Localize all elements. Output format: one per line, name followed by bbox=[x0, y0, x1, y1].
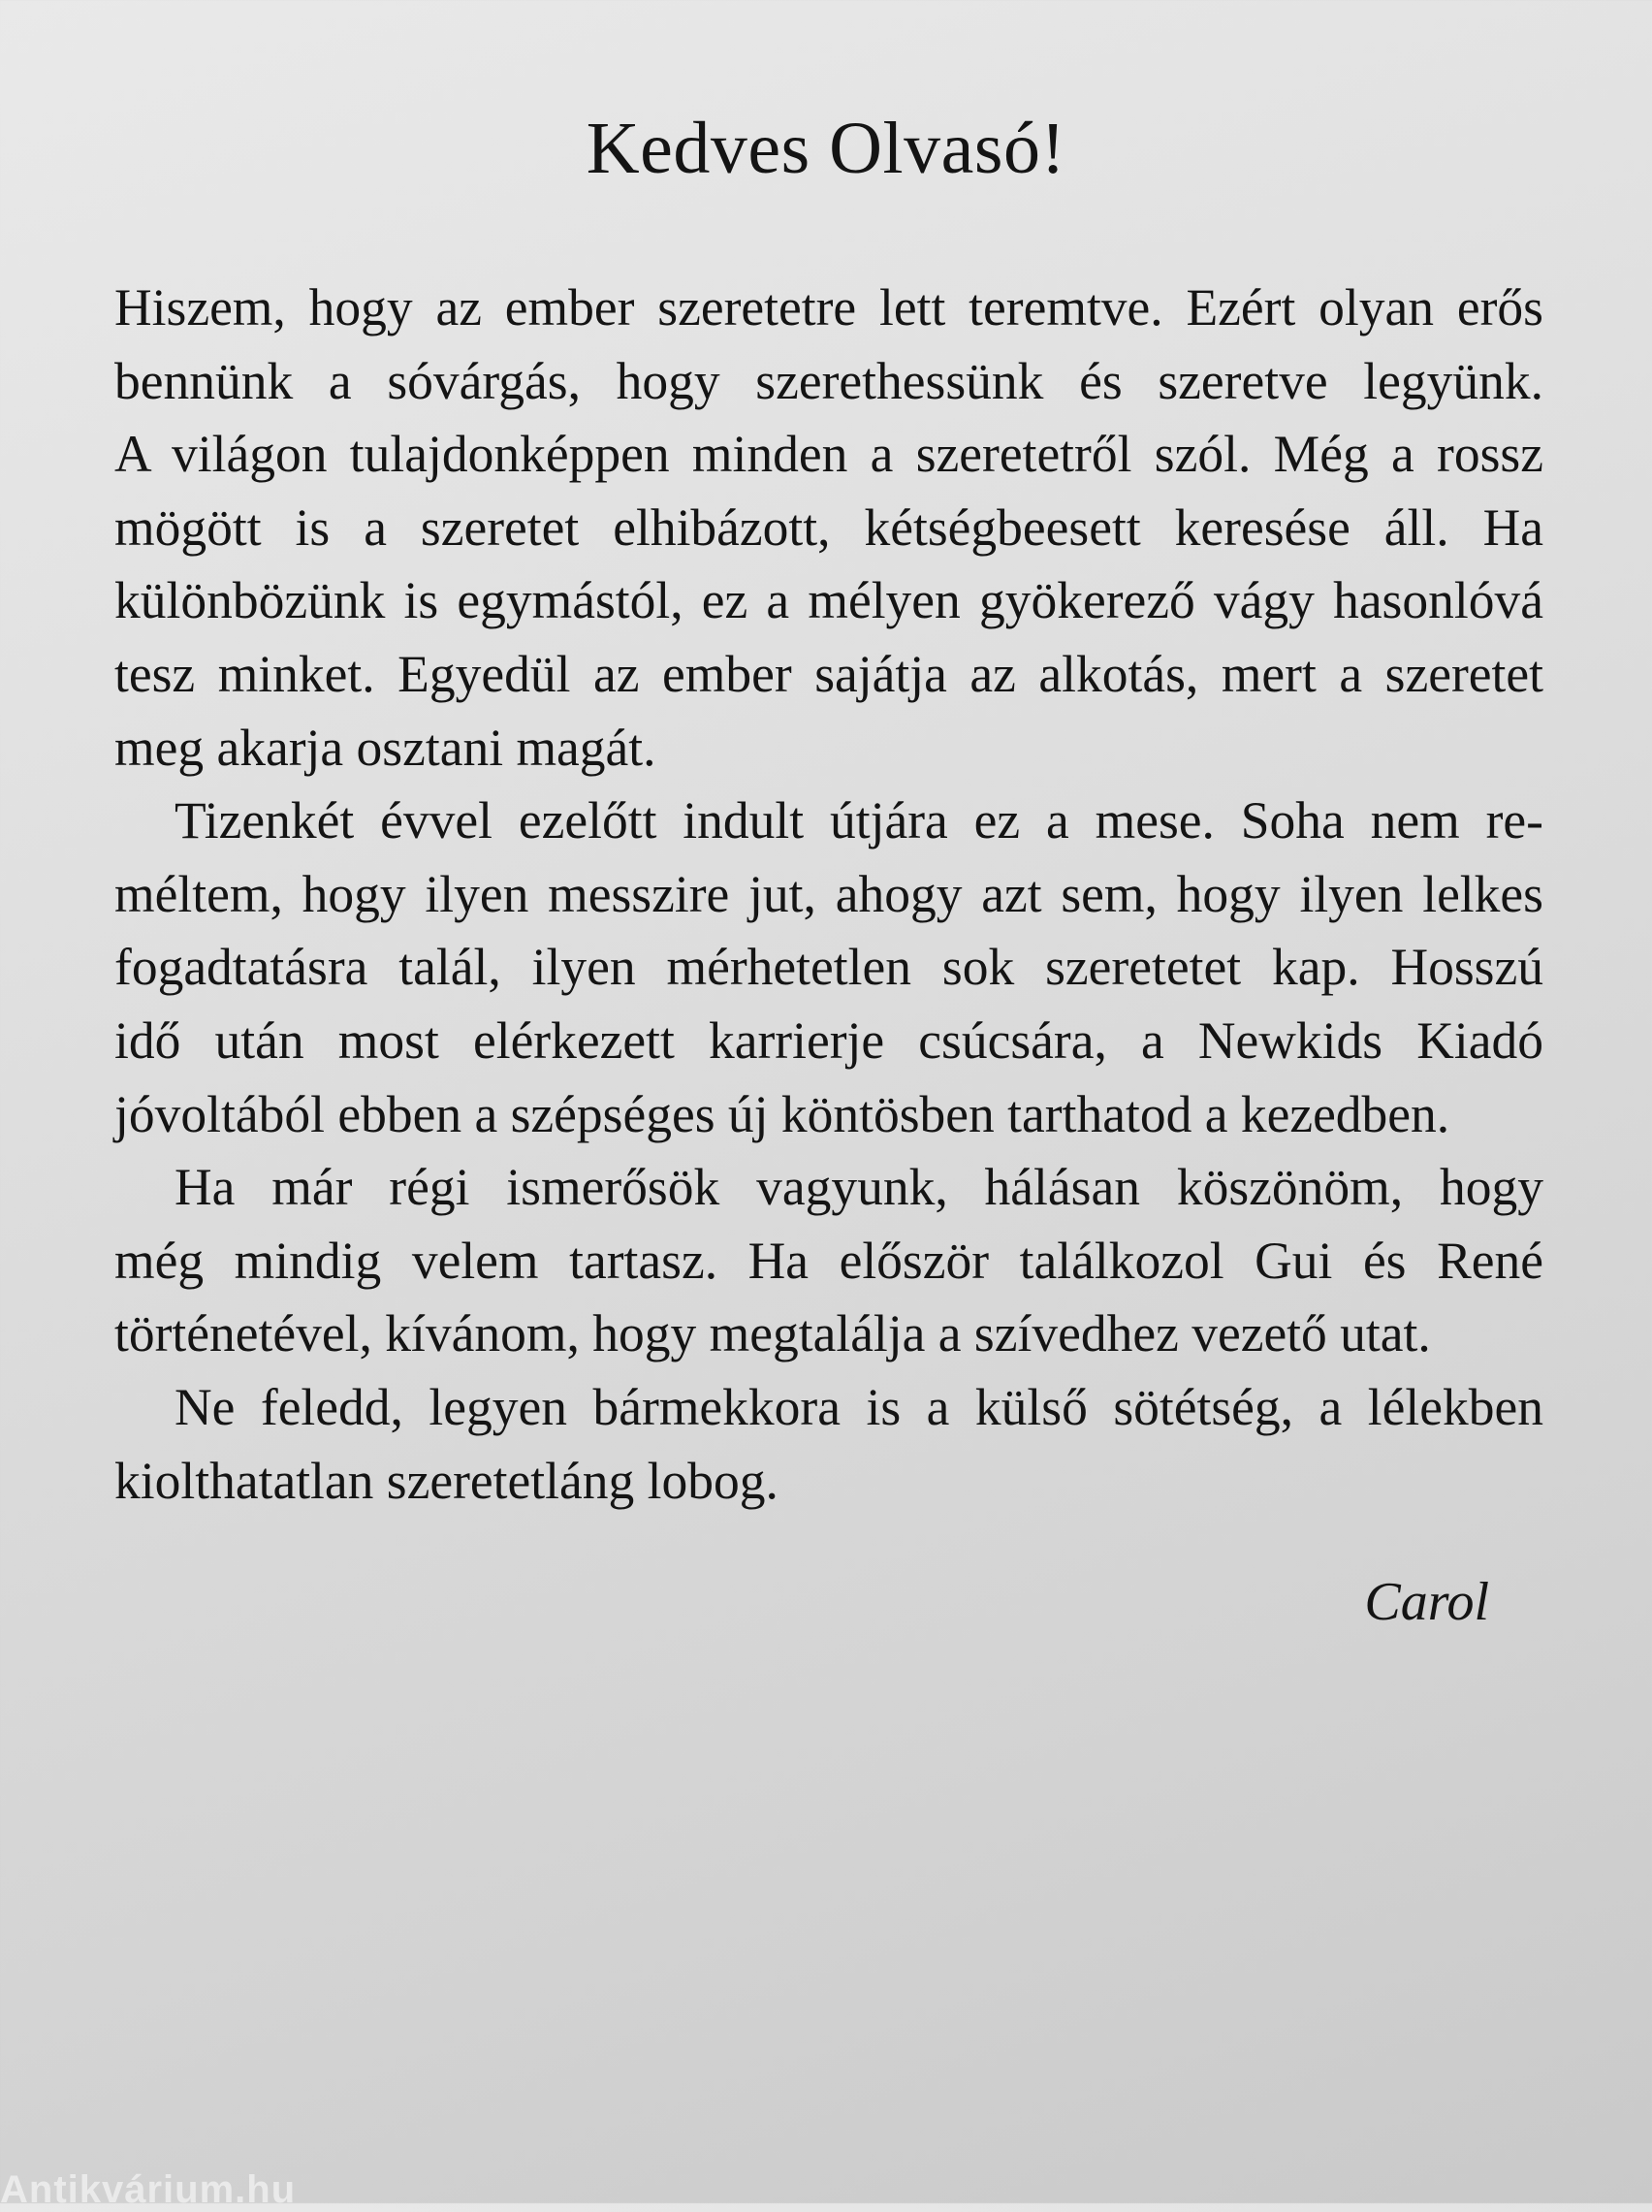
page-title: Kedves Olvasó! bbox=[586, 108, 1066, 189]
text-line: bennünk a sóvárgás, hogy szerethessünk és szeretve legyünk. bbox=[114, 351, 1543, 410]
text-line: fogadtatásra talál, ilyen mérhetetlen sok szeretetet kap. Hosszú bbox=[114, 938, 1543, 997]
text-line: méltem, hogy ilyen messzire jut, ahogy azt sem, hogy ilyen lelkes bbox=[114, 864, 1543, 923]
text-line: Tizenkét évvel ezelőtt indult útjára ez a mese. Soha nem re- bbox=[175, 791, 1543, 850]
text-line: Ha már régi ismerősök vagyunk, hálásan köszönöm, hogy bbox=[175, 1158, 1543, 1217]
text-line: mögött is a szeretet elhibázott, kétségbeesett keresése áll. Ha bbox=[114, 497, 1543, 557]
signature: Carol bbox=[1364, 1572, 1489, 1632]
text-line: A világon tulajdonképpen minden a szeretetről szól. Még a rossz bbox=[114, 425, 1543, 484]
text-line: idő után most elérkezett karrierje csúcsára, a Newkids Kiadó bbox=[114, 1010, 1543, 1070]
text-line: még mindig velem tartasz. Ha először találkozol Gui és René bbox=[114, 1231, 1543, 1290]
text-line: Hiszem, hogy az ember szeretetre lett teremtve. Ezért olyan erős bbox=[114, 278, 1543, 337]
text-line: jóvoltából ebben a szépséges új köntösben tarthatod a kezedben. bbox=[114, 1084, 1450, 1143]
text-line: különbözünk is egymástól, ez a mélyen gyökerező vágy hasonlóvá bbox=[114, 571, 1543, 630]
watermark: Antikvárium.hu bbox=[0, 2168, 297, 2211]
text-line: Ne feledd, legyen bármekkora is a külső sötétség, a lélekben bbox=[175, 1377, 1543, 1436]
text-line: tesz minket. Egyedül az ember sajátja az alkotás, mert a szeretet bbox=[114, 644, 1543, 703]
text-line: kiolthatatlan szeretetláng lobog. bbox=[114, 1451, 778, 1510]
text-line: történetével, kívánom, hogy megtalálja a szívedhez vezető utat. bbox=[114, 1304, 1431, 1363]
letter-body bbox=[114, 272, 1543, 1518]
text-line: meg akarja osztani magát. bbox=[114, 718, 656, 777]
